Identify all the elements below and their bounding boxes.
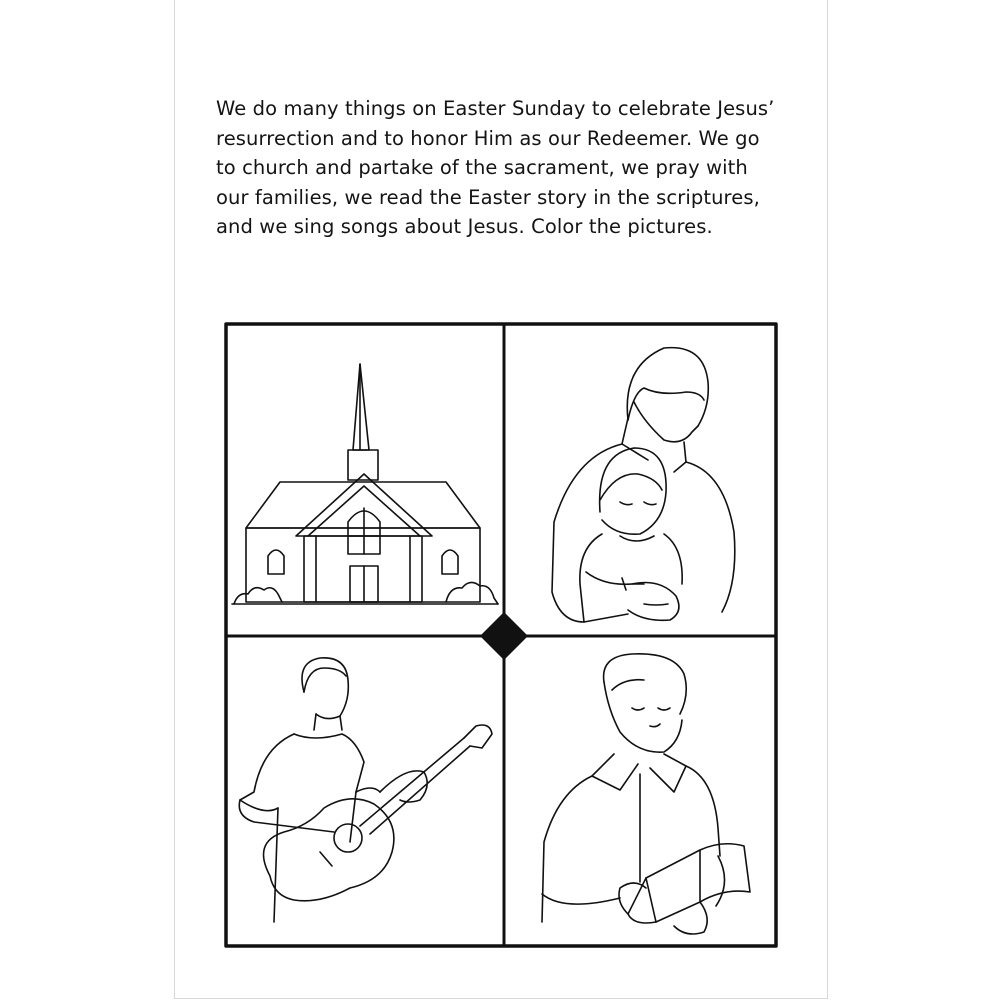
instructions-line: resurrection and to honor Him as our Redeemer. We go: [216, 126, 760, 150]
family-prayer-picture: [552, 348, 735, 622]
instructions-line: We do many things on Easter Sunday to celebrate Jesus’: [216, 97, 775, 120]
church-picture: [232, 364, 498, 604]
guitar-singer-picture: [239, 658, 492, 922]
instructions-line: our families, we read the Easter story in the scriptures,: [216, 185, 760, 209]
picture-grid: [224, 322, 780, 948]
instructions-line: to church and partake of the sacrament, we pray with: [216, 156, 748, 179]
instructions-text: [216, 94, 776, 242]
center-diamond-icon: [480, 612, 528, 660]
picture-grid-drawing: [224, 322, 780, 948]
instructions-line: and we sing songs about Jesus. Color the pictures.: [216, 215, 713, 238]
scripture-reader-picture: [542, 654, 750, 934]
